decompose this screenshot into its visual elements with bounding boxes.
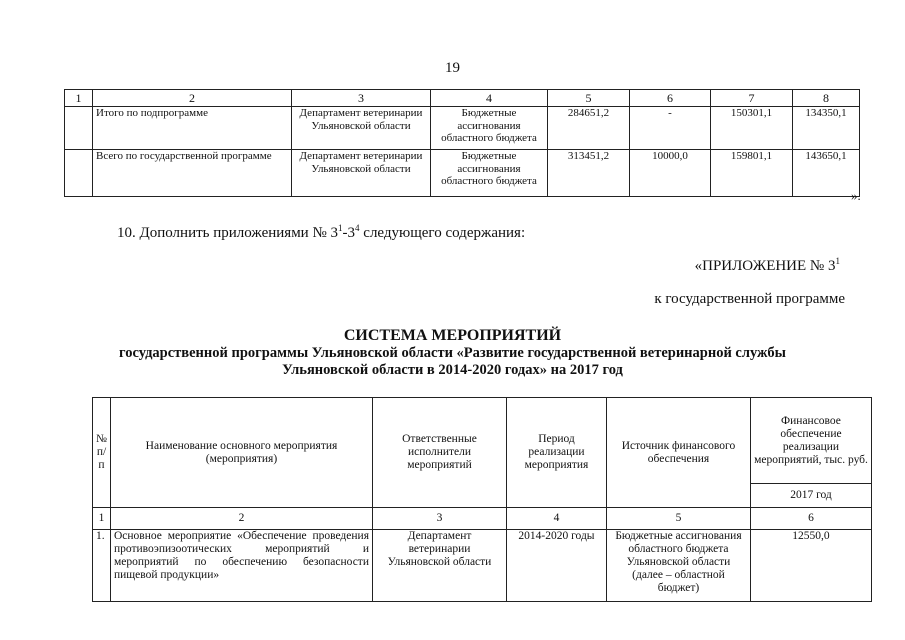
row-value: 143650,1 [793, 150, 860, 197]
row-value: 10000,0 [630, 150, 711, 197]
row-source: Бюджетные ассигнования областного бюджета [431, 107, 548, 150]
header-year: 2017 год [750, 484, 871, 508]
header-source: Источник финансового обеспечения [606, 398, 750, 508]
column-index: 5 [548, 90, 630, 107]
table-header-row [93, 398, 872, 484]
row-name: Итого по подпрограмме [93, 107, 292, 150]
column-index: 5 [606, 508, 750, 530]
row-value: 159801,1 [711, 150, 793, 197]
row-department: Департамент ветеринарии Ульяновской области [292, 107, 431, 150]
header-num: № п/п [93, 398, 111, 508]
row-total: 284651,2 [548, 107, 630, 150]
column-index: 6 [750, 508, 871, 530]
table-row [65, 107, 860, 150]
table-index-row [93, 508, 872, 530]
row-value: 150301,1 [711, 107, 793, 150]
row-num: 1. [93, 530, 111, 602]
closing-quote: ». [851, 188, 861, 203]
measures-table [92, 397, 872, 602]
header-finance: Финансовое обеспечение реализации мероприятий, тыс. руб. [750, 398, 871, 484]
document-title: СИСТЕМА МЕРОПРИЯТИЙ [343, 327, 562, 344]
row-responsible: Департамент ветеринарии Ульяновской области [372, 530, 506, 602]
row-period: 2014-2020 годы [506, 530, 606, 602]
document-subtitle: государственной программы Ульяновской области «Развитие государственной ветеринарной службы [119, 345, 786, 361]
header-period: Период реализации мероприятия [506, 398, 606, 508]
row-source: Бюджетные ассигнования областного бюджета Ульяновской области (далее – областной бюджет) [606, 530, 750, 602]
column-index: 1 [65, 90, 93, 107]
table-row [93, 530, 872, 602]
row-source: Бюджетные ассигнования областного бюджета [431, 150, 548, 197]
column-index: 1 [93, 508, 111, 530]
header-name: Наименование основного мероприятия (мероприятия) [110, 398, 372, 508]
header-responsible: Ответственные исполнители мероприятий [372, 398, 506, 508]
column-index: 4 [431, 90, 548, 107]
row-total: 313451,2 [548, 150, 630, 197]
appendix-label: «ПРИЛОЖЕНИЕ № $3^1$ [694, 256, 840, 274]
appendix-subtitle: к государственной программе [654, 291, 845, 307]
row-value: - [630, 107, 711, 150]
subprogram-totals-table [64, 89, 860, 197]
column-index: 3 [292, 90, 431, 107]
item-10-text: 10. Дополнить приложениями № $3^1-3^4$ следующего содержания: [117, 223, 526, 241]
table-row [65, 150, 860, 197]
row-name: Основное мероприятие «Обеспечение проведения противоэпизоотических мероприятий и мероприятий по обеспечению безопасности пищевой продукции» [110, 530, 372, 602]
column-index: 2 [110, 508, 372, 530]
row-amount: 12550,0 [750, 530, 871, 602]
document-subtitle: Ульяновской области в 2014-2020 годах» на 2017 год [282, 362, 623, 378]
column-index: 2 [93, 90, 292, 107]
column-index: 6 [630, 90, 711, 107]
column-index: 3 [372, 508, 506, 530]
row-name: Всего по государственной программе [93, 150, 292, 197]
column-index: 7 [711, 90, 793, 107]
row-department: Департамент ветеринарии Ульяновской области [292, 150, 431, 197]
column-index: 4 [506, 508, 606, 530]
column-index: 8 [793, 90, 860, 107]
table-header-row [65, 90, 860, 107]
page-number: 19 [445, 60, 460, 76]
row-value: 134350,1 [793, 107, 860, 150]
